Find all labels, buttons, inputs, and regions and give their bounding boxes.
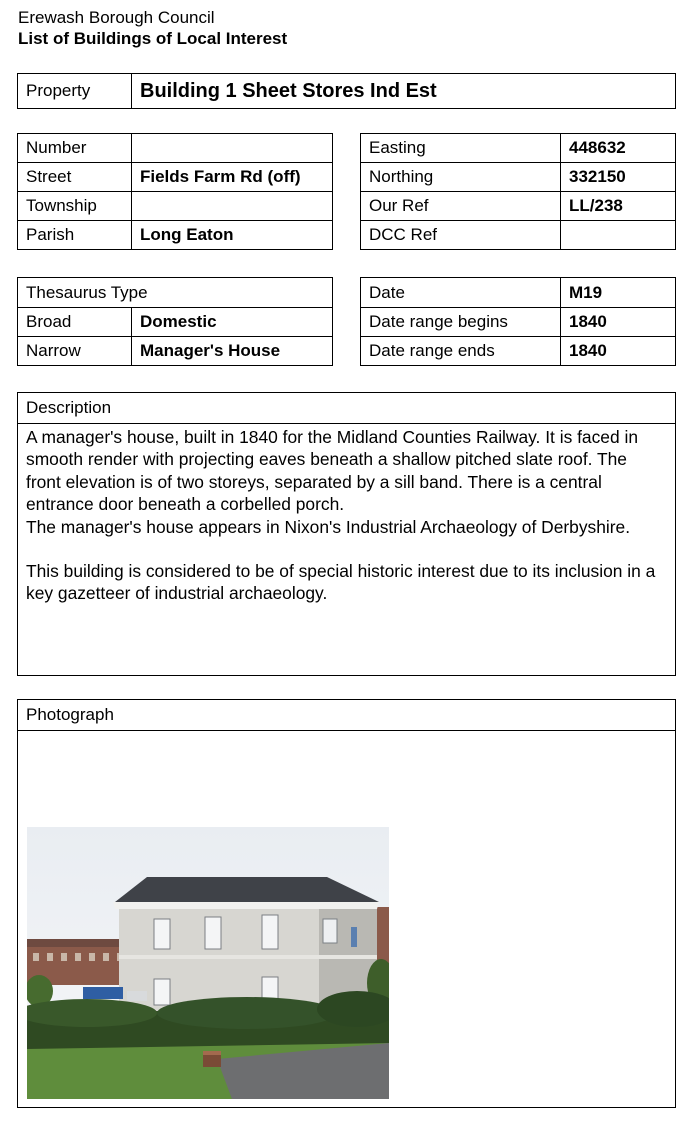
description-text [18,424,675,605]
table-row [18,163,333,192]
refs-table [360,133,676,250]
table-row [18,221,333,250]
narrow-label: Narrow [18,337,132,366]
list-title: List of Buildings of Local Interest [18,29,288,48]
thesaurus-title: Thesaurus Type [18,278,333,308]
table-row [18,337,333,366]
dcc-ref-label: DCC Ref [361,221,561,250]
northing-value: 332150 [561,163,676,192]
table-row [18,278,333,308]
township-value [132,192,333,221]
building-photo-image [27,827,389,1099]
address-table [17,133,333,250]
narrow-value: Manager's House [132,337,333,366]
date-label: Date [361,278,561,308]
property-row [18,74,676,109]
our-ref-value: LL/238 [561,192,676,221]
property-value: Building 1 Sheet Stores Ind Est [132,74,676,109]
parish-label: Parish [18,221,132,250]
easting-label: Easting [361,134,561,163]
table-row [18,134,333,163]
property-table [17,73,676,109]
broad-label: Broad [18,308,132,337]
parish-value: Long Eaton [132,221,333,250]
dcc-ref-value [561,221,676,250]
table-row [18,192,333,221]
northing-label: Northing [361,163,561,192]
council-name: Erewash Borough Council [18,8,215,27]
street-value: Fields Farm Rd (off) [132,163,333,192]
thesaurus-table [17,277,333,366]
date-value: M19 [561,278,676,308]
property-label: Property [18,74,132,109]
building-photo [27,827,389,1099]
easting-value: 448632 [561,134,676,163]
description-paragraph: A manager's house, built in 1840 for the Midland Counties Railway. It is faced in smooth render with projecting eaves beneath a shallow pitched slate roof. The front elevation is of two storeys, separated by a sill band. There is a central entrance door beneath a corbelled porch. [26,427,639,515]
table-row [361,163,676,192]
description-box [17,392,676,676]
table-row [361,134,676,163]
description-paragraph: This building is considered to be of special historic interest due to its inclusion in a key gazetteer of industrial archaeology. [26,561,656,604]
date-ends-label: Date range ends [361,337,561,366]
number-value [132,134,333,163]
table-row [361,308,676,337]
our-ref-label: Our Ref [361,192,561,221]
township-label: Township [18,192,132,221]
table-row [18,308,333,337]
table-row [361,192,676,221]
dates-table [360,277,676,366]
description-label: Description [18,393,675,424]
number-label: Number [18,134,132,163]
street-label: Street [18,163,132,192]
description-paragraph: The manager's house appears in Nixon's Industrial Archaeology of Derbyshire. [26,516,631,537]
date-begins-value: 1840 [561,308,676,337]
table-row [361,221,676,250]
photograph-label: Photograph [18,700,675,731]
photograph-box [17,699,676,1108]
date-begins-label: Date range begins [361,308,561,337]
table-row [361,337,676,366]
date-ends-value: 1840 [561,337,676,366]
table-row [361,278,676,308]
broad-value: Domestic [132,308,333,337]
